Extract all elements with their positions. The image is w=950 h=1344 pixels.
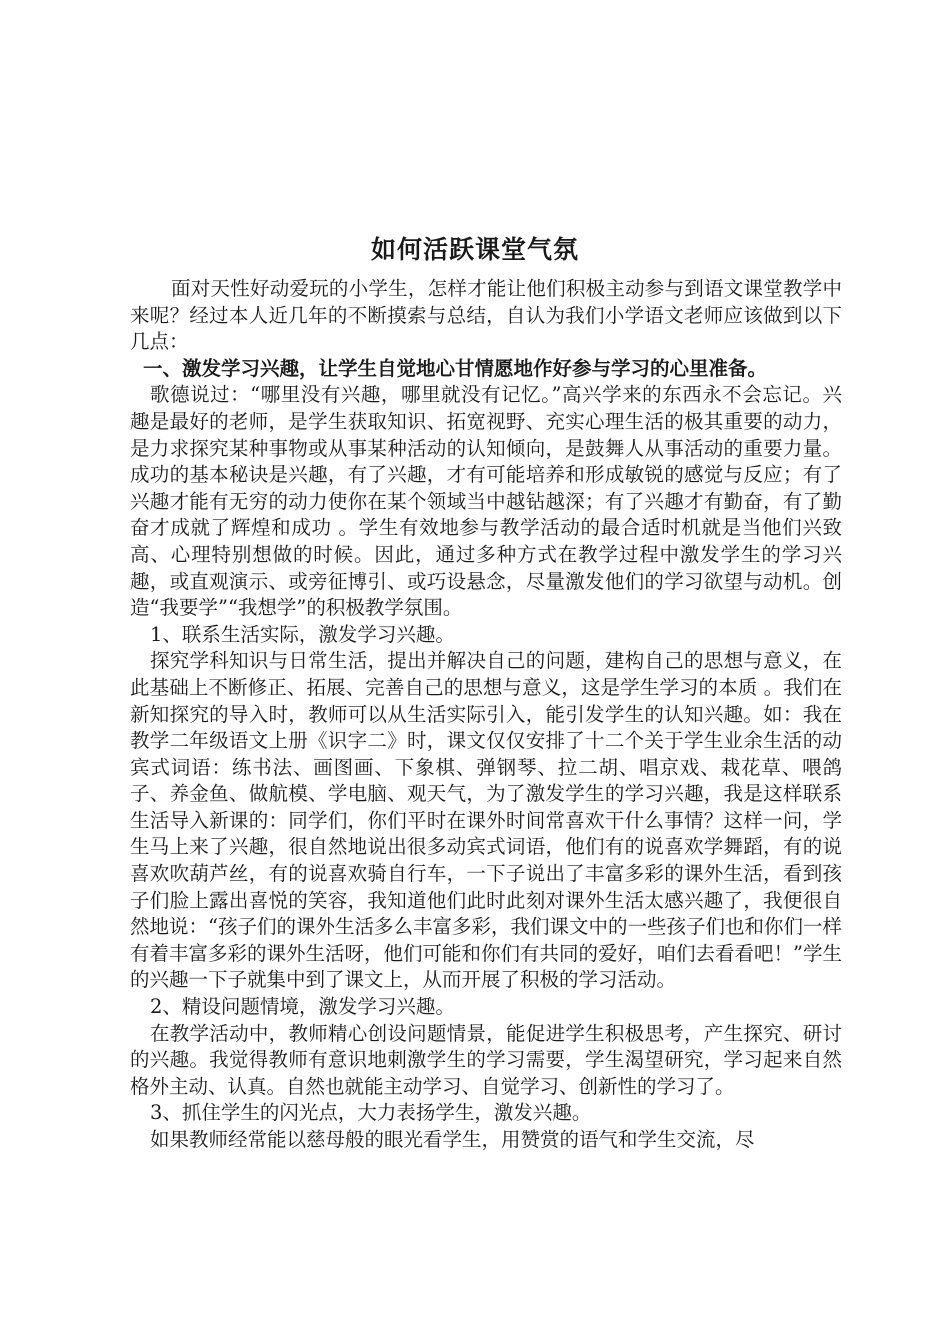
section-1-paragraph: 歌德说过：“哪里没有兴趣，哪里就没有记忆。”高兴学来的东西永不会忘记。兴趣是最好的老师，是学生获取知识、拓宽视野、充实心理生活的极其重要的动力，是力求探究某种事物或从事某种活动的认知倾向，是鼓舞人从事活动的重要力量。成功的基本秘诀是兴趣，有了兴趣，才有可能培养和形成敏锐的感觉与反应；有了兴趣才能有无穷的动力使你在某个领域当中越钻越深；有了兴趣才有勤奋，有了勤奋才成就了辉煌和成功 。学生有效地参与教学活动的最合适时机就是当他们兴致高、心理特别想做的时候。因此，通过多种方式在教学过程中激发学生的学习兴趣，或直观演示、或旁征博引、或巧设悬念，尽量激发他们的学习欲望与动机。创造“我要学”“我想学”的积极教学氛围。 bbox=[130, 383, 842, 620]
subsection-2-heading: 2、精设问题情境，激发学习兴趣。 bbox=[150, 995, 455, 1019]
subsection-3-paragraph: 如果教师经常能以慈母般的眼光看学生，用赞赏的语气和学生交流，尽 bbox=[150, 1128, 755, 1151]
subsection-3-heading: 3、抓住学生的闪光点，大力表扬学生，激发兴趣。 bbox=[150, 1101, 592, 1125]
intro-paragraph: 面对天性好动爱玩的小学生，怎样才能让他们积极主动参与到语文课堂教学中来呢？经过本人近几年的不断摸索与总结，自认为我们小学语文老师应该做到以下几点： bbox=[130, 277, 842, 354]
document-title: 如何活跃课堂气氛 bbox=[370, 235, 579, 264]
subsection-1-paragraph: 探究学科知识与日常生活，提出并解决自己的问题，建构自己的思想与意义，在此基础上不断修正、拓展、完善自己的思想与意义，这是学生学习的本质 。我们在新知探究的导入时，教师可以从生活实际引入，能引发学生的认知兴趣。如：我在教学二年级语文上册《识字二》时，课文仅仅安排了十二个关于学生业余生活的动宾式词语：练书法、画图画、下象棋、弹钢琴、拉二胡、唱京戏、栽花草、喂鸽子、养金鱼、做航模、学电脑、观天气，为了激发学生的学习兴趣，我是这样联系生活导入新课的：同学们，你们平时在课外时间常喜欢干什么事情？这样一问，学生马上来了兴趣，很自然地说出很多动宾式词语，他们有的说喜欢学舞蹈，有的说喜欢吹葫芦丝，有的说喜欢骑自行车，一下子说出了丰富多彩的课外生活，看到孩子们脸上露出喜悦的笑容，我知道他们此时此刻对课外生活太感兴趣了，我便很自然地说：“孩子们的课外生活多么丰富多彩，我们课文中的一些孩子们也和你们一样有着丰富多彩的课外生活呀，他们可能和你们有共同的爱好，咱们去看看吧！”学生的兴趣一下子就集中到了课文上，从而开展了积极的学习活动。 bbox=[130, 649, 842, 992]
section-1-heading: 一、激发学习兴趣，让学生自觉地心甘情愿地作好参与学习的心里准备。 bbox=[143, 356, 768, 380]
document-body bbox=[130, 276, 842, 1154]
subsection-1-heading: 1、联系生活实际，激发学习兴趣。 bbox=[150, 622, 455, 646]
subsection-2-paragraph: 在教学活动中，教师精心创设问题情景，能促进学生积极思考，产生探究、研讨的兴趣。我觉得教师有意识地刺激学生的学习需要，学生渴望研究，学习起来自然格外主动、认真。自然也就能主动学习、自觉学习、创新性的学习了。 bbox=[130, 1021, 842, 1098]
